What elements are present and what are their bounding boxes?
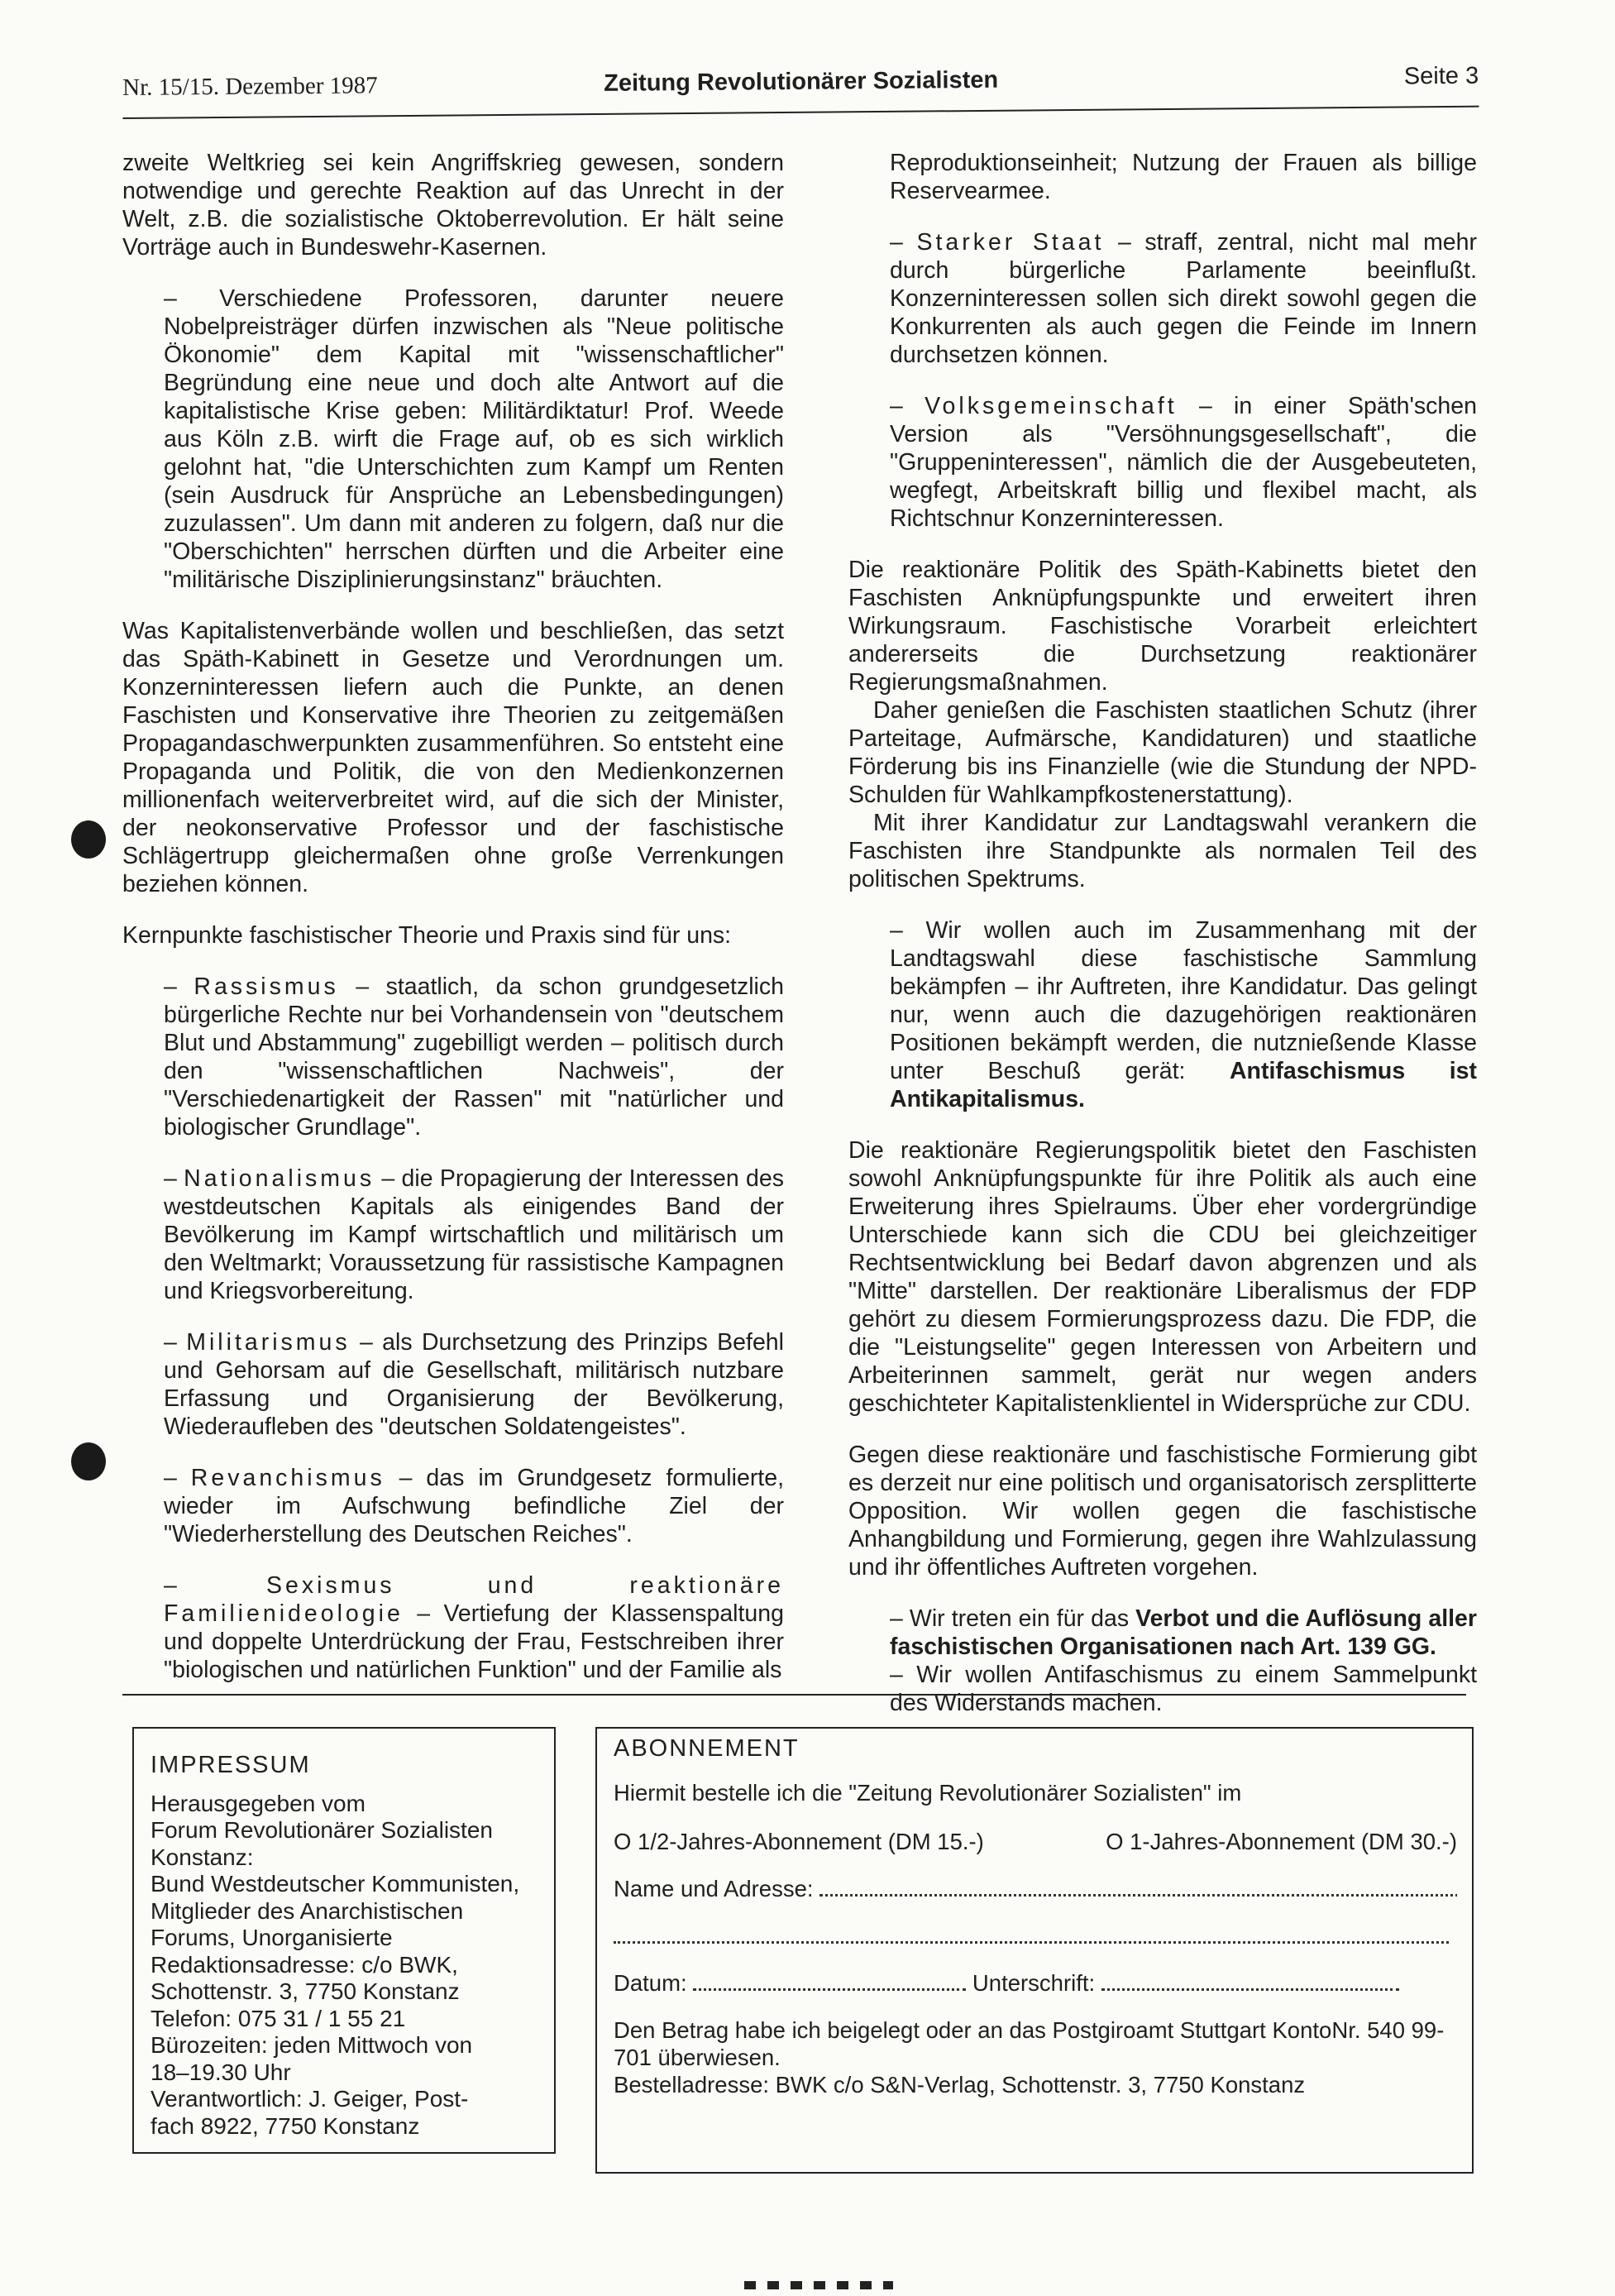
- punch-hole: [71, 820, 106, 859]
- address-field-2[interactable]: [614, 1940, 1449, 1944]
- paragraph: Mit ihrer Kandidatur zur Landtagswahl verankern die Faschisten ihre Standpunkte als normalen Teil des politischen Spektrums.: [848, 810, 1477, 892]
- section-heading: Kernpunkte faschistischer Theorie und Praxis sind für uns:: [122, 922, 732, 949]
- subscription-form: [595, 1727, 1474, 2174]
- punch-hole: [71, 1442, 106, 1480]
- term: Rassismus: [194, 973, 339, 1000]
- term-text: – staatlich, da schon grundgesetzlich bürgerliche Rechte nur bei Vorhandensein von "deutschem Blut und Abstammung" zugebilligt werden – politisch durch den "wissenschaftlichen Nachweis", der "Verschiedenartigkeit der Rassen" mit "natürlicher und biologischer Grundlage".: [164, 973, 784, 1141]
- list-item: – Starker Staat – straff, zentral, nicht mal mehr durch bürgerliche Parlamente beeinflußt. Konzerninteressen sollen sich direkt sowohl gegen die Konkurrenten als auch gegen die Feinde im Innern durchsetzen können.: [890, 229, 1477, 368]
- paragraph: Die reaktionäre Regierungspolitik bietet den Faschisten sowohl Anknüpfungspunkte für ihre Politik als auch eine Erweiterung ihres Spielraums. Über eher vordergründige Unterschiede kann sich die CDU bei gleichzeitiger Rechtsentwicklung bei Bedarf davon abgrenzen und als "Mitte" darstellen. Der reaktionäre Liberalismus der FDP gehört zu diesem Formierungsprozess dazu. Die FDP, die die "Leistungselite" gegen Interessen von Arbeitern und Arbeiterinnen sammelt, gerät nur wegen anders geschichteter Kapitalistenklientel in Widersprüche zur CDU.: [848, 1137, 1477, 1417]
- impressum-line: 18–19.30 Uhr: [151, 2059, 291, 2085]
- option-half-year[interactable]: O 1/2-Jahres-Abonnement (DM 15.-): [614, 1829, 984, 1854]
- term-text: – straff, zentral, nicht mal mehr durch bürgerliche Parlamente beeinflußt. Konzerninteressen sollen sich direkt sowohl gegen die Konkurrenten als auch gegen die Feinde im Innern durchsetzen können.: [890, 229, 1477, 368]
- impressum-line: Telefon: 075 31 / 1 55 21: [151, 2005, 406, 2031]
- date-signature-row: [614, 1969, 1457, 1997]
- list-item: – Sexismus und reaktionäre Familienideologie – Vertiefung der Klassenspaltung und doppelte Unterdrückung der Frau, Festschreiben ihrer "biologischen und natürlichen Funktion" und der Familie als: [164, 1572, 784, 1683]
- name-address-field[interactable]: [819, 1893, 1457, 1897]
- date-field[interactable]: [693, 1987, 966, 1991]
- paragraph: [890, 916, 1477, 1113]
- list-item: – Volksgemeinschaft – in einer Späth'schen Version als "Versöhnungsgesellschaft", die "Gruppeninteressen", nämlich die der Ausgebeuteten, wegfegt, Arbeitskraft billig und flexibel macht, als Richtschnur Konzerninteressen.: [890, 393, 1477, 532]
- signature-field[interactable]: [1101, 1987, 1399, 1991]
- term-text: – das im Grundgesetz formulierte, wieder im Aufschwung befindliche Ziel der "Wiederherstellung des Deutschen Reiches".: [164, 1465, 784, 1547]
- term: Nationalismus: [184, 1165, 375, 1192]
- paragraph: Was Kapitalistenverbände wollen und beschließen, das setzt das Späth-Kabinett in Gesetze und Verordnungen um. Konzerninteressen liefern auch die Punkte, an denen Faschisten und Konservative ihre Theorien zu zeitgemäßen Propagandaschwerpunkten zusammenführen. So entsteht eine Propaganda und Politik, die von den Medienkonzernen millionenfach weiterverbreitet wird, auf die sich der Minister, der neokonservative Professor und der faschistische Schlägertrupp gleichermaßen ohne große Verrenkungen beziehen können.: [122, 618, 784, 897]
- address-row-2: [614, 1922, 1457, 1949]
- paragraph: Reproduktionseinheit; Nutzung der Frauen als billige Reservearmee.: [890, 150, 1477, 204]
- order-text: Hiermit bestelle ich die "Zeitung Revolutionärer Sozialisten" im: [614, 1780, 1242, 1806]
- paragraph: [890, 1605, 1477, 1661]
- paragraph-text: – Wir wollen auch im Zusammenhang mit der Landtagswahl diese faschistische Sammlung bekämpfen – ihr Auftreten, ihre Kandidatur. Das gelingt nur, wenn auch die dazugehörigen reaktionären Positionen bekämpft werden, die nutznießende Klasse unter Beschuß gerät:: [890, 917, 1477, 1084]
- left-column: [122, 149, 784, 1707]
- slogan: Antifaschismus ist Antikapitalismus.: [890, 1058, 1477, 1112]
- divider: [122, 1694, 1466, 1696]
- impressum-line: Konstanz:: [151, 1844, 254, 1870]
- paragraph: Daher genießen die Faschisten staatlichen Schutz (ihrer Parteitage, Aufmärsche, Kandidaturen) und staatliche Förderung bis ins Finanzielle (wie die Stundung der NPD-Schulden für Wahlkampfkostenerstattung).: [848, 697, 1477, 808]
- list-item: – Revanchismus – das im Grundgesetz formulierte, wieder im Aufschwung befindliche Ziel der "Wiederherstellung des Deutschen Reiches".: [164, 1465, 784, 1547]
- term-text: – die Propagierung der Interessen des westdeutschen Kapitals als einigendes Band der Bevölkerung im Kampf wirtschaftlich und militärisch um den Weltmarkt; Voraussetzung für rassistische Kampagnen und Kriegsvorbereitung.: [164, 1165, 784, 1304]
- impressum-line: Verantwortlich: J. Geiger, Post-: [151, 2086, 469, 2112]
- name-address-row: [614, 1875, 1457, 1902]
- impressum-box: [132, 1727, 556, 2154]
- impressum-line: Schottenstr. 3, 7750 Konstanz: [151, 1978, 460, 2004]
- signature-label: Unterschrift:: [972, 1970, 1096, 1996]
- impressum-line: Redaktionsadresse: c/o BWK,: [151, 1951, 458, 1978]
- impressum-line: fach 8922, 7750 Konstanz: [151, 2112, 420, 2139]
- scan-marks: [744, 2281, 893, 2289]
- order-address: Bestelladresse: BWK c/o S&N-Verlag, Schottenstr. 3, 7750 Konstanz: [614, 2072, 1306, 2097]
- impressum-line: Herausgegeben vom: [151, 1790, 366, 1816]
- term: Sexismus und reaktionäre Familienideologie: [164, 1572, 784, 1627]
- term: Volksgemeinschaft: [925, 393, 1178, 419]
- term: Revanchismus: [190, 1465, 385, 1491]
- impressum-line: Forums, Unorganisierte: [151, 1925, 393, 1950]
- subscription-title: ABONNEMENT: [614, 1735, 800, 1762]
- impressum-line: Mitglieder des Anarchistischen: [151, 1897, 464, 1924]
- option-full-year[interactable]: O 1-Jahres-Abonnement (DM 30.-): [1106, 1829, 1457, 1854]
- newspaper-title: Zeitung Revolutionärer Sozialisten: [604, 66, 999, 97]
- paragraph: – Verschiedene Professoren, darunter neuere Nobelpreisträger dürfen inzwischen als "Neue politische Ökonomie" dem Kapital mit "wissenschaftlicher" Begründung eine neue und doch alte Antwort auf die kapitalistische Krise geben: Militärdiktatur! Prof. Weede aus Köln z.B. wirft die Frage auf, ob es sich wirklich gelohnt hat, "die Unterschichten zum Kampf um Renten (sein Ausdruck für Ansprüche an Lebensbedingungen) zuzulassen". Um dann mit anderen zu folgern, daß nur die "Oberschichten" herrschen dürften und die Arbeiter eine "militärische Disziplinierungsinstanz" bräuchten.: [164, 285, 784, 593]
- impressum-line: Bund Westdeutscher Kommunisten,: [151, 1871, 520, 1897]
- list-item: – Militarismus – als Durchsetzung des Prinzips Befehl und Gehorsam auf die Gesellschaft, militärisch nutzbare Erfassung und Organisierung der Bevölkerung, Wiederaufleben des "deutschen Soldatengeistes".: [164, 1329, 784, 1440]
- paragraph-text: – Wir treten ein für das: [890, 1605, 1136, 1632]
- paragraph: Gegen diese reaktionäre und faschistische Formierung gibt es derzeit nur eine politisch und organisatorisch zersplitterte Opposition. Wir wollen gegen die faschistische Anhangbildung und Formierung, gegen ihre Wahlzulassung und ihr öffentliches Auftreten vorgehen.: [848, 1442, 1477, 1581]
- term-text: – in einer Späth'schen Version als "Versöhnungsgesellschaft", die "Gruppeninteressen", nämlich die der Ausgebeuteten, wegfegt, Arbeitskraft billig und flexibel macht, als Richtschnur Konzerninteressen.: [890, 393, 1477, 532]
- demand: Verbot und die Auflösung aller faschistischen Organisationen nach Art. 139 GG.: [890, 1605, 1477, 1660]
- term: Starker Staat: [916, 229, 1105, 256]
- date-label: Datum:: [614, 1970, 687, 1996]
- paragraph: zweite Weltkrieg sei kein Angriffskrieg gewesen, sondern notwendige und gerechte Reaktion auf das Unrecht in der Welt, z.B. die sozialistische Oktoberrevolution. Er hält seine Vorträge auch in Bundeswehr-Kasernen.: [122, 150, 784, 261]
- page-header: [122, 56, 1479, 119]
- term-text: – Vertiefung der Klassenspaltung und doppelte Unterdrückung der Frau, Festschreiben ihrer "biologischen und natürlichen Funktion" und der Familie als: [164, 1600, 784, 1683]
- impressum-line: Bürozeiten: jeden Mittwoch von: [151, 2032, 473, 2058]
- term-text: – als Durchsetzung des Prinzips Befehl und Gehorsam auf die Gesellschaft, militärisch nutzbare Erfassung und Organisierung der Bevölkerung, Wiederaufleben des "deutschen Soldatengeistes".: [164, 1329, 784, 1440]
- impressum-line: Forum Revolutionärer Sozialisten: [151, 1817, 493, 1843]
- list-item: – Nationalismus – die Propagierung der Interessen des westdeutschen Kapitals als einigendes Band der Bevölkerung im Kampf wirtschaftlich und militärisch um den Weltmarkt; Voraussetzung für rassistische Kampagnen und Kriegsvorbereitung.: [164, 1165, 784, 1304]
- list-item: – Rassismus – staatlich, da schon grundgesetzlich bürgerliche Rechte nur bei Vorhandensein von "deutschem Blut und Abstammung" zugebilligt werden – politisch durch den "wissenschaftlichen Nachweis", der "Verschiedenartigkeit der Rassen" mit "natürlicher und biologischer Grundlage".: [164, 973, 784, 1141]
- page-number: Seite 3: [1403, 62, 1479, 90]
- term: Militarismus: [186, 1329, 351, 1356]
- name-address-label: Name und Adresse:: [614, 1876, 814, 1901]
- subscription-options: [614, 1828, 1457, 1855]
- paragraph: – Wir wollen Antifaschismus zu einem Sammelpunkt des Widerstands machen.: [890, 1662, 1477, 1716]
- issue-date: Nr. 15/15. Dezember 1987: [122, 72, 378, 101]
- impressum-title: IMPRESSUM: [151, 1752, 311, 1778]
- paragraph: Die reaktionäre Politik des Späth-Kabinetts bietet den Faschisten Anknüpfungspunkte und erweitert ihren Wirkungsraum. Faschistische Vorarbeit erleichtert andererseits die Durchsetzung reaktionärer Regierungsmaßnahmen.: [848, 557, 1477, 696]
- payment-text: Den Betrag habe ich beigelegt oder an das Postgiroamt Stuttgart KontoNr. 540 99-701 überwiesen.: [614, 2017, 1445, 2070]
- right-column: [848, 149, 1477, 1740]
